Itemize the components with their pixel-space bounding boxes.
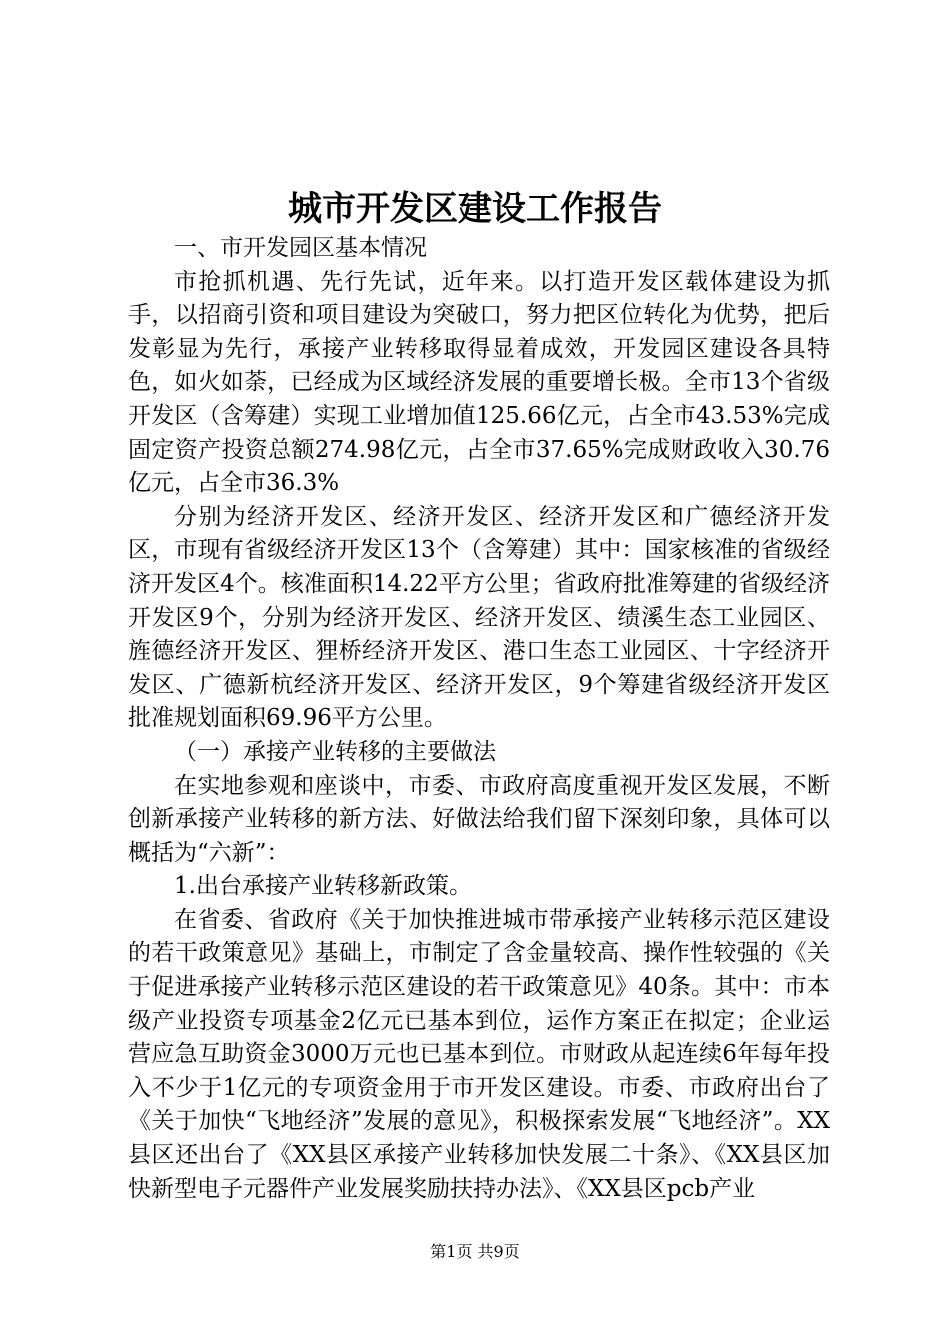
paragraph: 在实地参观和座谈中，市委、市政府高度重视开发区发展，不断创新承接产业转移的新方法、好做法给我们留下深刻印象，具体可以概括为“六新”：: [128, 772, 830, 866]
list-item-heading: 1.出台承接产业转移新政策。: [174, 873, 472, 900]
section-heading: 一、市开发园区基本情况: [174, 235, 427, 261]
page-footer: 第1页 共9页: [430, 1242, 520, 1261]
subsection-heading: （一）承接产业转移的主要做法: [174, 738, 496, 765]
paragraph: 在省委、省政府《关于加快推进城市带承接产业转移示范区建设的若干政策意见》基础上，市制定了含金量较高、操作性较强的《关于促进承接产业转移示范区建设的若干政策意见》40条。其中：市本级产业投资专项基金2亿元已基本到位，运作方案正在拟定；企业运营应急互助资金3000万元也已基本到位。市财政从起连续6年每年投入不少于1亿元的专项资金用于市开发区建设。市委、市政府出台了《关于加快“飞地经济”发展的意见》，积极探索发展“飞地经济”。XX县区还出台了《XX县区承接产业转移加快发展二十条》、《XX县区加快新型电子元器件产业发展奖励扶持办法》、《XX县区pcb产业: [128, 906, 830, 1202]
document-title: 城市开发区建设工作报告: [288, 189, 662, 229]
paragraph: 市抢抓机遇、先行先试，近年来。以打造开发区载体建设为抓手，以招商引资和项目建设为突破口，努力把区位转化为优势，把后发彰显为先行，承接产业转移取得显着成效，开发园区建设各具特色，如火如荼，已经成为区域经济发展的重要增长极。全市13个省级开发区（含筹建）实现工业增加值125.66亿元，占全市43.53%完成固定资产投资总额274.98亿元，占全市37.65%完成财政收入30.76亿元，占全市36.3%: [128, 268, 830, 497]
document-body: [128, 232, 830, 1206]
paragraph: 分别为经济开发区、经济开发区、经济开发区和广德经济开发区，市现有省级经济开发区13个（含筹建）其中：国家核准的省级经济开发区4个。核准面积14.22平方公里；省政府批准筹建的省级经济开发区9个，分别为经济开发区、经济开发区、绩溪生态工业园区、旌德经济开发区、狸桥经济开发区、港口生态工业园区、十字经济开发区、广德新杭经济开发区、经济开发区，9个筹建省级经济开发区批准规划面积69.96平方公里。: [128, 503, 830, 732]
